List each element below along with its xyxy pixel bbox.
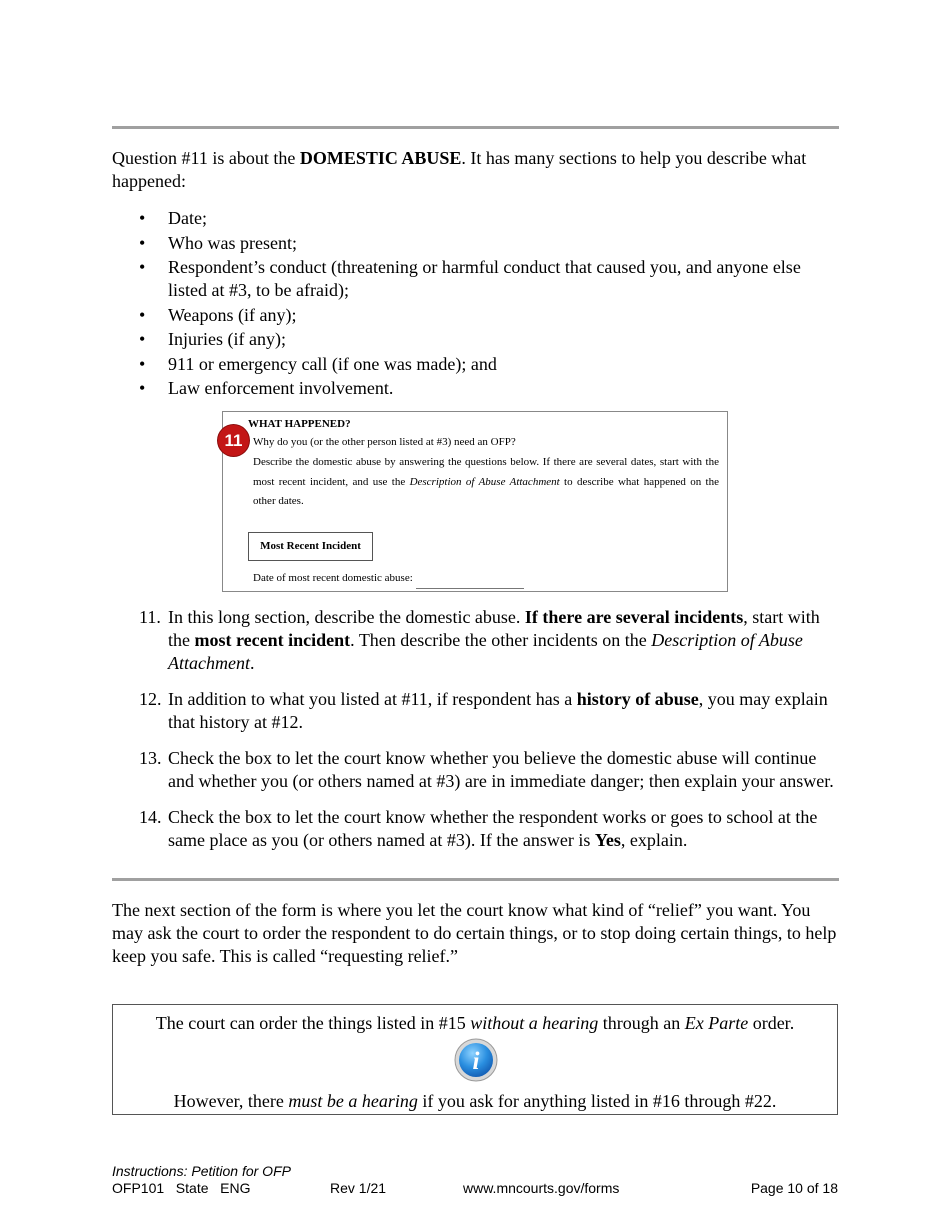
footer-page-number: Page 10 of 18 [750,1180,838,1196]
step-bold: most recent incident [194,630,351,650]
step-item [112,606,842,675]
step-item [112,806,842,852]
info-italic: must be a hearing [288,1091,418,1111]
step-text: . Then describe the other incidents on the [350,630,652,650]
middle-divider [112,878,839,881]
section-list [112,207,842,402]
info-text: if you ask for anything listed in #16 through #22. [417,1091,777,1111]
excerpt-desc-text: Describe the domestic abuse by answering the questions below. If there are several dates, start with the most recent incident, and use the [253,456,719,488]
step-text: Check the box to let the court know whether the respondent works or goes to school at the same place as you (or others named at #3). If the answer is [168,807,818,850]
step-item [112,747,842,793]
excerpt-description [253,453,719,512]
footer-title: Instructions: Petition for OFP [112,1163,291,1179]
excerpt-question: Why do you (or the other person listed at #3) need an OFP? [253,436,516,448]
step-number: 11. [139,607,161,627]
step-number: 14. [139,807,162,827]
step-number: 12. [139,689,162,709]
info-text: through an [598,1013,685,1033]
footer-url: www.mncourts.gov/forms [463,1180,620,1196]
info-italic: Ex Parte [684,1013,749,1033]
footer-form-code: OFP101 State ENG [112,1180,251,1196]
info-icon-glyph: i [472,1048,480,1075]
most-recent-incident-label: Most Recent Incident [248,532,373,561]
instruction-steps [112,606,842,865]
intro-paragraph [112,147,842,193]
list-item: • 911 or emergency call (if one was made); and [112,353,842,376]
intro-bold: DOMESTIC ABUSE [299,148,462,168]
step-item [112,688,842,734]
info-text: The court can order the things listed in #15 [155,1013,471,1033]
info-line-2 [113,1090,837,1113]
step-text: . [249,653,255,673]
step-bold: Yes [594,830,621,850]
step-text: Check the box to let the court know whether you believe the domestic abuse will continue and whether you (or others named at #3) are in immediate danger; then explain your answer. [168,748,834,791]
step-text: , explain. [620,830,688,850]
date-field-label: Date of most recent domestic abuse: [253,572,416,584]
step-bold: If there are several incidents [524,607,744,627]
info-text: order. [748,1013,795,1033]
list-item: • Who was present; [112,232,842,255]
form-excerpt [222,411,728,592]
excerpt-desc-end: to describe what happened on the other dates. [253,475,719,507]
top-divider [112,126,839,129]
footer-revision: Rev 1/21 [330,1180,387,1196]
list-item: • Injuries (if any); [112,328,842,351]
list-item: • Date; [112,207,842,230]
info-text: However, there [173,1091,289,1111]
list-item: • Law enforcement involvement. [112,377,842,400]
list-item: • Respondent’s conduct (threatening or harmful conduct that caused you, and anyone else listed at #3, to be afraid); [112,256,842,302]
intro-text: Question #11 is about the [112,148,300,168]
list-item: • Weapons (if any); [112,304,842,327]
step-text: In addition to what you listed at #11, if respondent has a [168,689,577,709]
info-icon [454,1038,498,1082]
excerpt-heading: WHAT HAPPENED? [248,418,351,430]
relief-paragraph: The next section of the form is where you let the court know what kind of “relief” you want. You may ask the court to order the respondent to do certain things, or to stop doing certain things, to help keep you safe. This is called “requesting relief.” [112,900,837,966]
step-number: 13. [139,748,162,768]
info-italic: without a hearing [470,1013,599,1033]
date-field-row [253,569,524,589]
step-italic: Description of Abuse Attachment [168,630,803,673]
info-line-1 [113,1012,837,1035]
question-number-badge: 11 [218,425,249,456]
step-text: , start with the [168,607,820,650]
excerpt-desc-italic: Description of Abuse Attachment [409,475,560,488]
date-field-blank [416,575,524,589]
step-text: In this long section, describe the domestic abuse. [168,607,525,627]
hearing-info-box [112,1004,838,1115]
step-text: , you may explain that history at #12. [168,689,828,732]
intro-text-end: . It has many sections to help you describe what happened: [112,148,807,191]
step-bold: history of abuse [576,689,699,709]
